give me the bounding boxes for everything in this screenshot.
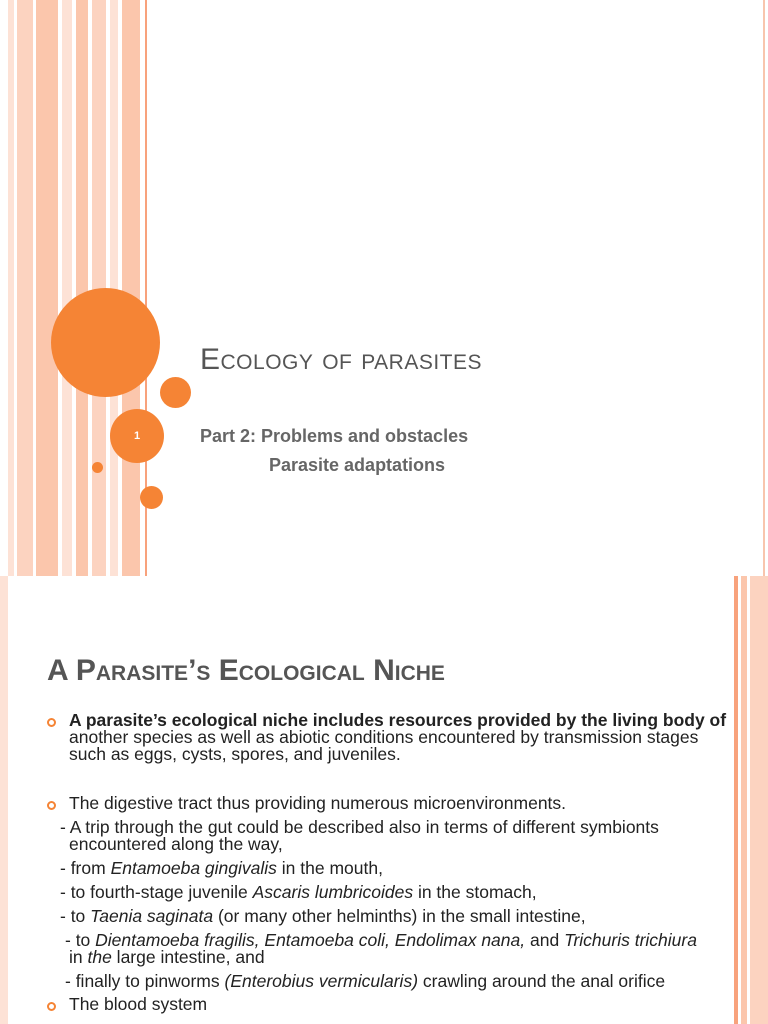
slide-subtitle-line2: Parasite adaptations (269, 455, 446, 475)
sub-item (65, 973, 665, 990)
sub-item-text: the (87, 947, 112, 967)
decorative-stripe (750, 576, 768, 1024)
decorative-stripe (734, 576, 738, 1024)
species-name: Trichuris trichiura (564, 930, 697, 950)
sub-item (60, 860, 383, 877)
bullet-text: The digestive tract thus providing numerous microenvironments. (69, 793, 567, 813)
sub-item (60, 908, 586, 925)
species-name: Dientamoeba fragilis, Entamoeba coli, Endolimax nana, (95, 930, 526, 950)
bullet-text: The blood system (69, 994, 208, 1014)
species-name: Ascaris lumbricoides (252, 882, 414, 902)
decorative-stripe (122, 0, 140, 576)
slide-title: Ecology of parasites (200, 343, 483, 376)
decorative-stripe (62, 0, 72, 576)
bullet-circle-icon (47, 801, 56, 810)
decorative-stripe (8, 0, 14, 576)
sub-item-text: in (69, 947, 88, 967)
slide-subtitle-line1: Part 2: Problems and obstacles (200, 426, 469, 446)
right-border-line (763, 0, 765, 576)
sub-item-text: crawling around the anal orifice (418, 971, 666, 991)
bullet-text (69, 712, 737, 763)
decorative-circle-medium (160, 377, 191, 408)
sub-item (60, 884, 537, 901)
content-slide (0, 576, 768, 1024)
decorative-stripe (36, 0, 58, 576)
sub-item-text: - to fourth-stage juvenile (60, 882, 253, 902)
slide-number: 1 (133, 430, 141, 442)
sub-item-text: in the mouth, (276, 858, 383, 878)
decorative-stripe (17, 0, 33, 576)
bullet-bold-text: A parasite’s ecological niche includes resources provided by the living body of (69, 710, 727, 730)
bullet-item (47, 712, 737, 763)
sub-item: encountered along the way, (69, 834, 283, 854)
sub-item-text: - to (65, 930, 96, 950)
decorative-circle-small (92, 462, 103, 473)
bullet-circle-icon (47, 1002, 56, 1011)
sub-item-text: (or many other helminths) in the small intestine, (213, 906, 586, 926)
sub-item-text: - from (60, 858, 111, 878)
species-name: Taenia saginata (90, 906, 214, 926)
bullet-item (47, 996, 207, 1013)
decorative-circle-large (51, 288, 160, 397)
bullet-normal-text: another species as well as abiotic conditions encountered by transmission stages such as eggs, cysts, spores, and juveniles. (69, 727, 699, 764)
decorative-stripe (0, 576, 8, 1024)
sub-item-text: and (525, 930, 565, 950)
species-name: Entamoeba gingivalis (110, 858, 277, 878)
sub-item (69, 949, 265, 966)
bullet-item (47, 795, 566, 812)
decorative-circle-small (140, 486, 163, 509)
sub-item-text: - finally to pinworms (65, 971, 225, 991)
sub-item-text: large intestine, and (111, 947, 265, 967)
sub-item-text: - to (60, 906, 91, 926)
decorative-stripe (741, 576, 747, 1024)
slide-title: A Parasite’s Ecological Niche (47, 654, 445, 687)
sub-item-text: in the stomach, (413, 882, 537, 902)
sub-item: - A trip through the gut could be described also in terms of different symbionts (60, 817, 659, 837)
bullet-circle-icon (47, 718, 56, 727)
species-name: (Enterobius vermicularis) (224, 971, 419, 991)
decorative-stripe (76, 0, 88, 576)
slide-number-circle (110, 409, 164, 463)
